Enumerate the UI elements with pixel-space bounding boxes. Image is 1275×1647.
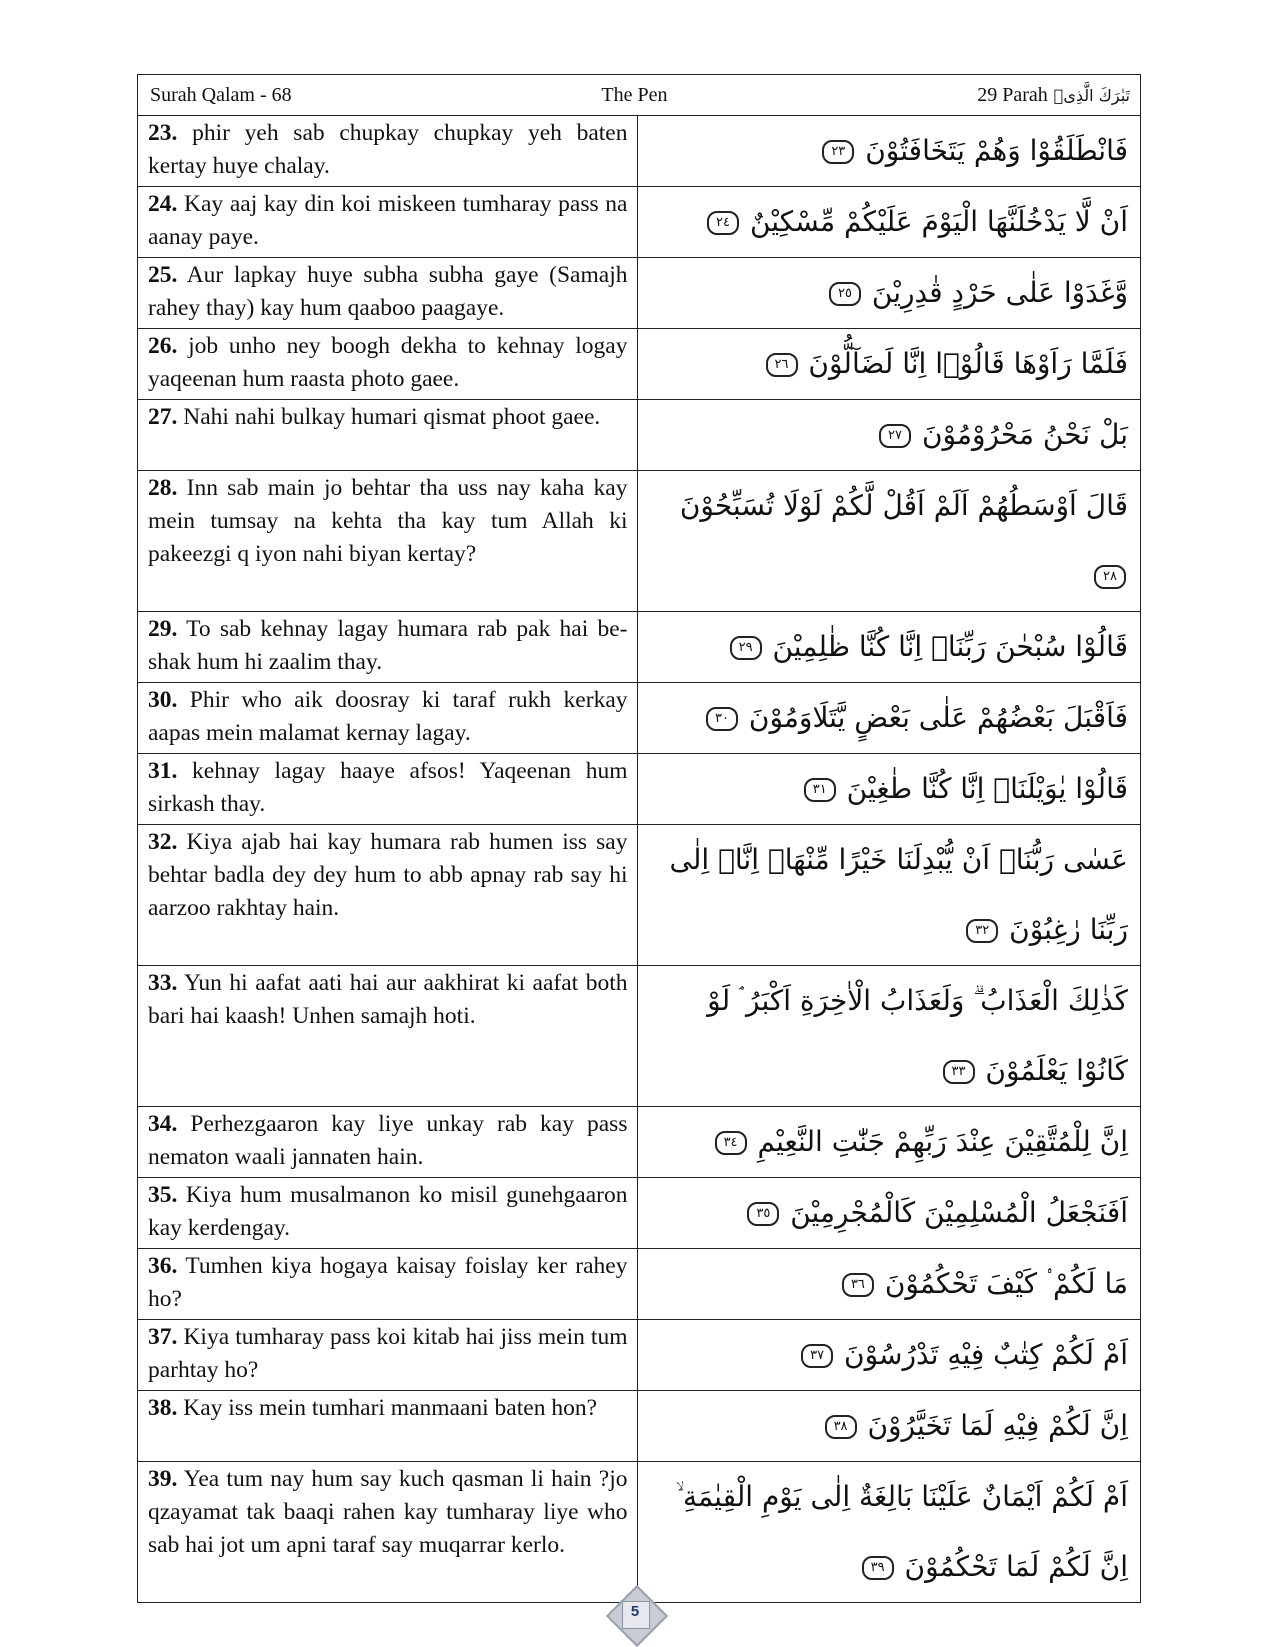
translation-text: kehnay lagay haaye afsos! Yaqeenan hum sirkash thay. xyxy=(148,758,628,817)
arabic-cell xyxy=(638,683,1141,754)
translation-text: Kay aaj kay din koi miskeen tumharay pass na aanay paye. xyxy=(148,191,628,250)
ayah-end-marker: ٣٢ xyxy=(966,919,998,943)
translation-text: Kiya ajab hai kay humara rab humen iss say behtar badla dey dey hum to abb apnay rab say hi aarzoo rakhtay hain. xyxy=(148,829,628,921)
verse-number: 31. xyxy=(148,758,178,784)
translation-text: Inn sab main jo behtar tha uss nay kaha kay mein tumsay na kehta tha kay tum Allah ki pakeezgi q iyon nahi biyan kertay? xyxy=(148,475,628,567)
arabic-cell xyxy=(638,258,1141,329)
verse-number: 38. xyxy=(148,1395,178,1421)
arabic-verse: اَمْ لَكُمْ كِتٰبٌ فِيْهِ تَدْرُسُوْنَ xyxy=(844,1338,1128,1371)
translation-text: Tumhen kiya hogaya kaisay foislay ker rahey ho? xyxy=(148,1253,628,1312)
verse-number: 33. xyxy=(148,970,178,996)
verse-row xyxy=(138,187,1141,258)
verse-number: 25. xyxy=(148,262,178,288)
verse-row xyxy=(138,966,1141,1107)
ayah-end-marker: ٢٧ xyxy=(879,424,911,448)
verse-row xyxy=(138,400,1141,471)
ayah-end-marker: ٢٥ xyxy=(829,282,861,306)
arabic-cell xyxy=(638,825,1141,966)
verse-number: 30. xyxy=(148,687,178,713)
verse-row xyxy=(138,258,1141,329)
translation-cell xyxy=(138,258,638,329)
translation-cell xyxy=(138,966,638,1107)
arabic-verse: قَالُوْا يٰوَيْلَنَاۤ اِنَّا كُنَّا طٰغِيْنَ xyxy=(846,772,1128,805)
ayah-end-marker: ٢٨ xyxy=(1094,565,1126,589)
verse-row xyxy=(138,683,1141,754)
translation-cell xyxy=(138,116,638,187)
arabic-cell xyxy=(638,612,1141,683)
verse-number: 26. xyxy=(148,333,178,359)
arabic-cell xyxy=(638,1107,1141,1178)
arabic-verse: فَلَمَّا رَاَوْهَا قَالُوْۤا اِنَّا لَضَآلُّوْنَ xyxy=(808,347,1128,380)
translation-cell xyxy=(138,1178,638,1249)
translation-cell xyxy=(138,471,638,612)
parah-label: 29 Parah xyxy=(977,83,1048,106)
arabic-verse: مَا لَكُمْ ۟ كَيْفَ تَحْكُمُوْنَ xyxy=(884,1267,1128,1300)
arabic-verse: قَالُوْا سُبْحٰنَ رَبِّنَاۤ اِنَّا كُنَّا ظٰلِمِيْنَ xyxy=(772,630,1128,663)
verse-row xyxy=(138,754,1141,825)
translation-text: Aur lapkay huye subha subha gaye (Samajh rahey thay) kay hum qaaboo paagaye. xyxy=(148,262,628,321)
verse-row xyxy=(138,612,1141,683)
arabic-verse: اَفَنَجْعَلُ الْمُسْلِمِيْنَ كَالْمُجْرِمِيْنَ xyxy=(790,1196,1128,1229)
verse-number: 23. xyxy=(148,120,178,146)
arabic-cell xyxy=(638,1178,1141,1249)
translation-cell xyxy=(138,1462,638,1603)
verse-number: 32. xyxy=(148,829,178,855)
parah-arabic-name: تَبٰرَكَ الَّذِیۡ xyxy=(1053,85,1130,105)
arabic-cell xyxy=(638,1391,1141,1462)
verse-number: 27. xyxy=(148,404,178,430)
ayah-end-marker: ٣١ xyxy=(804,778,836,802)
translation-text: Phir who aik doosray ki taraf rukh kerkay aapas mein malamat kernay lagay. xyxy=(148,687,628,746)
ayah-end-marker: ٣٩ xyxy=(862,1556,894,1580)
verse-number: 29. xyxy=(148,616,178,642)
ayah-end-marker: ٣٣ xyxy=(943,1060,975,1084)
verse-row xyxy=(138,1178,1141,1249)
arabic-cell xyxy=(638,1462,1141,1603)
verse-row xyxy=(138,471,1141,612)
verse-number: 36. xyxy=(148,1253,178,1279)
surah-english-name: The Pen xyxy=(601,83,668,106)
translation-text: Yea tum nay hum say kuch qasman li hain ?jo qzayamat tak baaqi rahen kay tumharay liye who sab hai jot um apni taraf say muqarrar kerlo. xyxy=(148,1466,628,1558)
verse-row xyxy=(138,1320,1141,1391)
arabic-verse: اَمْ لَكُمْ اَيْمَانٌ عَلَيْنَا بَالِغَةٌ اِلٰى يَوْمِ الْقِيٰمَةِ ۙ اِنَّ لَكُمْ لَمَا تَحْكُمُوْنَ xyxy=(675,1480,1128,1583)
translation-text: Yun hi aafat aati hai aur aakhirat ki aafat both bari hai kaash! Unhen samajh hoti. xyxy=(148,970,628,1029)
ayah-end-marker: ٢٦ xyxy=(766,353,798,377)
translation-cell xyxy=(138,754,638,825)
verse-number: 39. xyxy=(148,1466,178,1492)
ayah-end-marker: ٣٠ xyxy=(706,707,738,731)
translation-cell xyxy=(138,612,638,683)
arabic-verse: اِنَّ لَكُمْ فِيْهِ لَمَا تَخَيَّرُوْنَ xyxy=(867,1409,1128,1442)
translation-cell xyxy=(138,187,638,258)
translation-cell xyxy=(138,683,638,754)
arabic-verse: فَاَقْبَلَ بَعْضُهُمْ عَلٰى بَعْضٍ يَّتَلَاوَمُوْنَ xyxy=(748,701,1128,734)
arabic-verse: فَانْطَلَقُوْا وَهُمْ يَتَخَافَتُوْنَ xyxy=(865,134,1128,167)
translation-table xyxy=(137,74,1141,1603)
verse-number: 35. xyxy=(148,1182,178,1208)
verse-row xyxy=(138,1462,1141,1603)
verse-row xyxy=(138,825,1141,966)
arabic-cell xyxy=(638,966,1141,1107)
arabic-verse: قَالَ اَوْسَطُهُمْ اَلَمْ اَقُلْ لَّكُمْ لَوْلَا تُسَبِّحُوْنَ xyxy=(679,489,1128,522)
ayah-end-marker: ٢٤ xyxy=(707,211,739,235)
page-header xyxy=(138,75,1141,116)
translation-text: phir yeh sab chupkay chupkay yeh baten kertay huye chalay. xyxy=(148,120,628,179)
translation-text: Kiya hum musalmanon ko misil gunehgaaron kay kerdengay. xyxy=(148,1182,628,1241)
verse-row xyxy=(138,1107,1141,1178)
verse-row xyxy=(138,329,1141,400)
ayah-end-marker: ٣٨ xyxy=(825,1415,857,1439)
arabic-cell xyxy=(638,1320,1141,1391)
arabic-cell xyxy=(638,754,1141,825)
verse-row xyxy=(138,116,1141,187)
translation-text: job unho ney boogh dekha to kehnay logay yaqeenan hum raasta photo gaee. xyxy=(148,333,628,392)
arabic-verse: وَّغَدَوْا عَلٰى حَرْدٍ قٰدِرِيْنَ xyxy=(871,276,1128,309)
arabic-cell xyxy=(638,400,1141,471)
translation-text: Kay iss mein tumhari manmaani baten hon? xyxy=(183,1395,598,1421)
ayah-end-marker: ٣٧ xyxy=(801,1344,833,1368)
verse-number: 34. xyxy=(148,1111,178,1137)
arabic-verse: عَسٰى رَبُّنَاۤ اَنْ يُّبْدِلَنَا خَيْرًا مِّنْهَاۤ اِنَّاۤ اِلٰى رَبِّنَا رٰغِبُوْنَ xyxy=(669,843,1128,946)
arabic-cell xyxy=(638,471,1141,612)
page-number: 5 xyxy=(630,1603,640,1620)
verse-row xyxy=(138,1249,1141,1320)
verse-row xyxy=(138,1391,1141,1462)
verse-number: 37. xyxy=(148,1324,178,1350)
translation-text: Nahi nahi bulkay humari qismat phoot gaee. xyxy=(183,404,601,430)
verse-number: 28. xyxy=(148,475,178,501)
ayah-end-marker: ٣٦ xyxy=(842,1273,874,1297)
translation-cell xyxy=(138,1391,638,1462)
ayah-end-marker: ٢٩ xyxy=(730,636,762,660)
ayah-end-marker: ٣٥ xyxy=(747,1202,779,1226)
translation-cell xyxy=(138,400,638,471)
translation-cell xyxy=(138,329,638,400)
arabic-cell xyxy=(638,329,1141,400)
surah-title: Surah Qalam - 68 xyxy=(150,83,292,106)
verse-number: 24. xyxy=(148,191,178,217)
translation-cell xyxy=(138,1107,638,1178)
translation-text: To sab kehnay lagay humara rab pak hai be-shak hum hi zaalim thay. xyxy=(148,616,628,675)
ayah-end-marker: ٢٣ xyxy=(822,140,854,164)
arabic-cell xyxy=(638,116,1141,187)
arabic-cell xyxy=(638,187,1141,258)
translation-text: Kiya tumharay pass koi kitab hai jiss mein tum parhtay ho? xyxy=(148,1324,628,1383)
ayah-end-marker: ٣٤ xyxy=(715,1131,747,1155)
arabic-verse: اِنَّ لِلْمُتَّقِيْنَ عِنْدَ رَبِّهِمْ جَنّٰتِ النَّعِيْمِ xyxy=(757,1125,1128,1158)
arabic-cell xyxy=(638,1249,1141,1320)
arabic-verse: كَذٰلِكَ الْعَذَابُ ۗ وَلَعَذَابُ الْاٰخِرَةِ اَكْبَرُ ۘ لَوْ كَانُوْا يَعْلَمُوْنَ xyxy=(707,984,1128,1087)
arabic-verse: اَنْ لَّا يَدْخُلَنَّهَا الْيَوْمَ عَلَيْكُمْ مِّسْكِيْنٌ xyxy=(749,205,1128,238)
translation-cell xyxy=(138,825,638,966)
translation-text: Perhezgaaron kay liye unkay rab kay pass nematon waali jannaten hain. xyxy=(148,1111,628,1170)
arabic-verse: بَلْ نَحْنُ مَحْرُوْمُوْنَ xyxy=(921,418,1128,451)
translation-cell xyxy=(138,1249,638,1320)
translation-cell xyxy=(138,1320,638,1391)
page-number-badge xyxy=(605,1584,665,1644)
